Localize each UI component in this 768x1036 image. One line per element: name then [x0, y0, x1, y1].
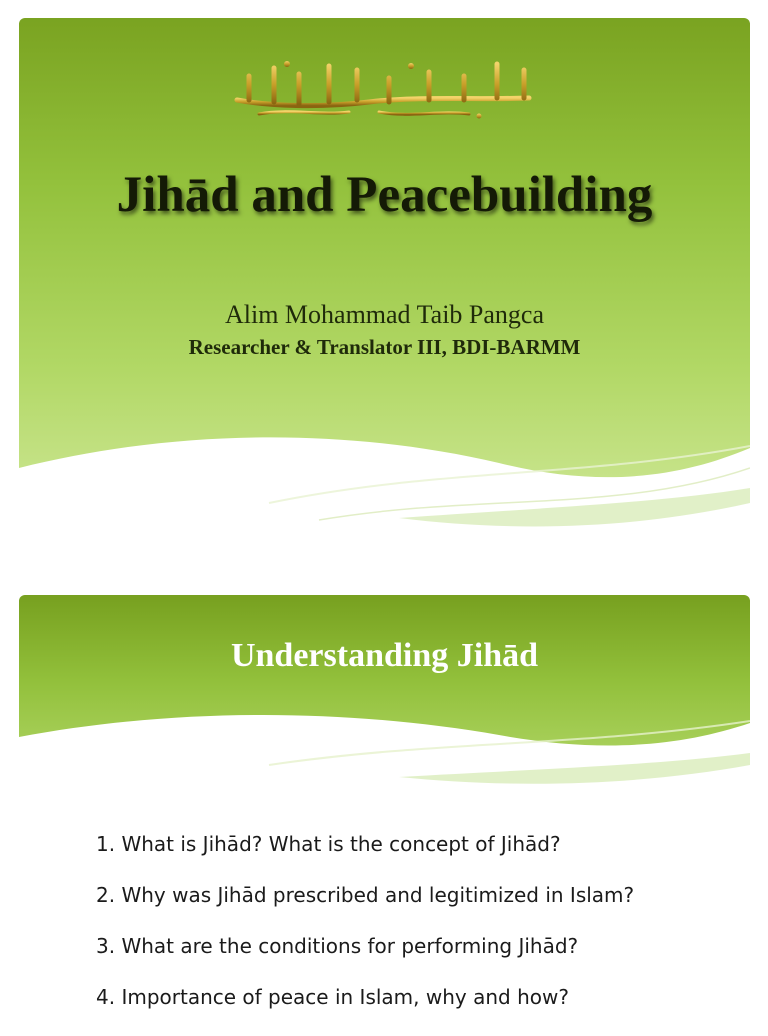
author-name: Alim Mohammad Taib Pangca	[224, 300, 545, 329]
list-item: 2. Why was Jihād prescribed and legitimized in Islam?	[96, 883, 635, 907]
wave-decoration	[19, 695, 750, 795]
slide-title: Understanding Jihād	[230, 637, 539, 674]
question-list	[96, 832, 634, 1036]
list-item: 1. What is Jihād? What is the concept of Jihād?	[96, 832, 561, 856]
wave-decoration	[19, 408, 750, 546]
list-item: 4. Importance of peace in Islam, why and how?	[96, 985, 569, 1009]
slide-title: Jihād and Peacebuilding	[116, 167, 653, 223]
bismillah-calligraphy	[229, 56, 549, 122]
list-item: 3. What are the conditions for performing Jihād?	[96, 934, 579, 958]
title-slide	[19, 18, 750, 546]
author-role: Researcher & Translator III, BDI-BARMM	[188, 335, 581, 359]
